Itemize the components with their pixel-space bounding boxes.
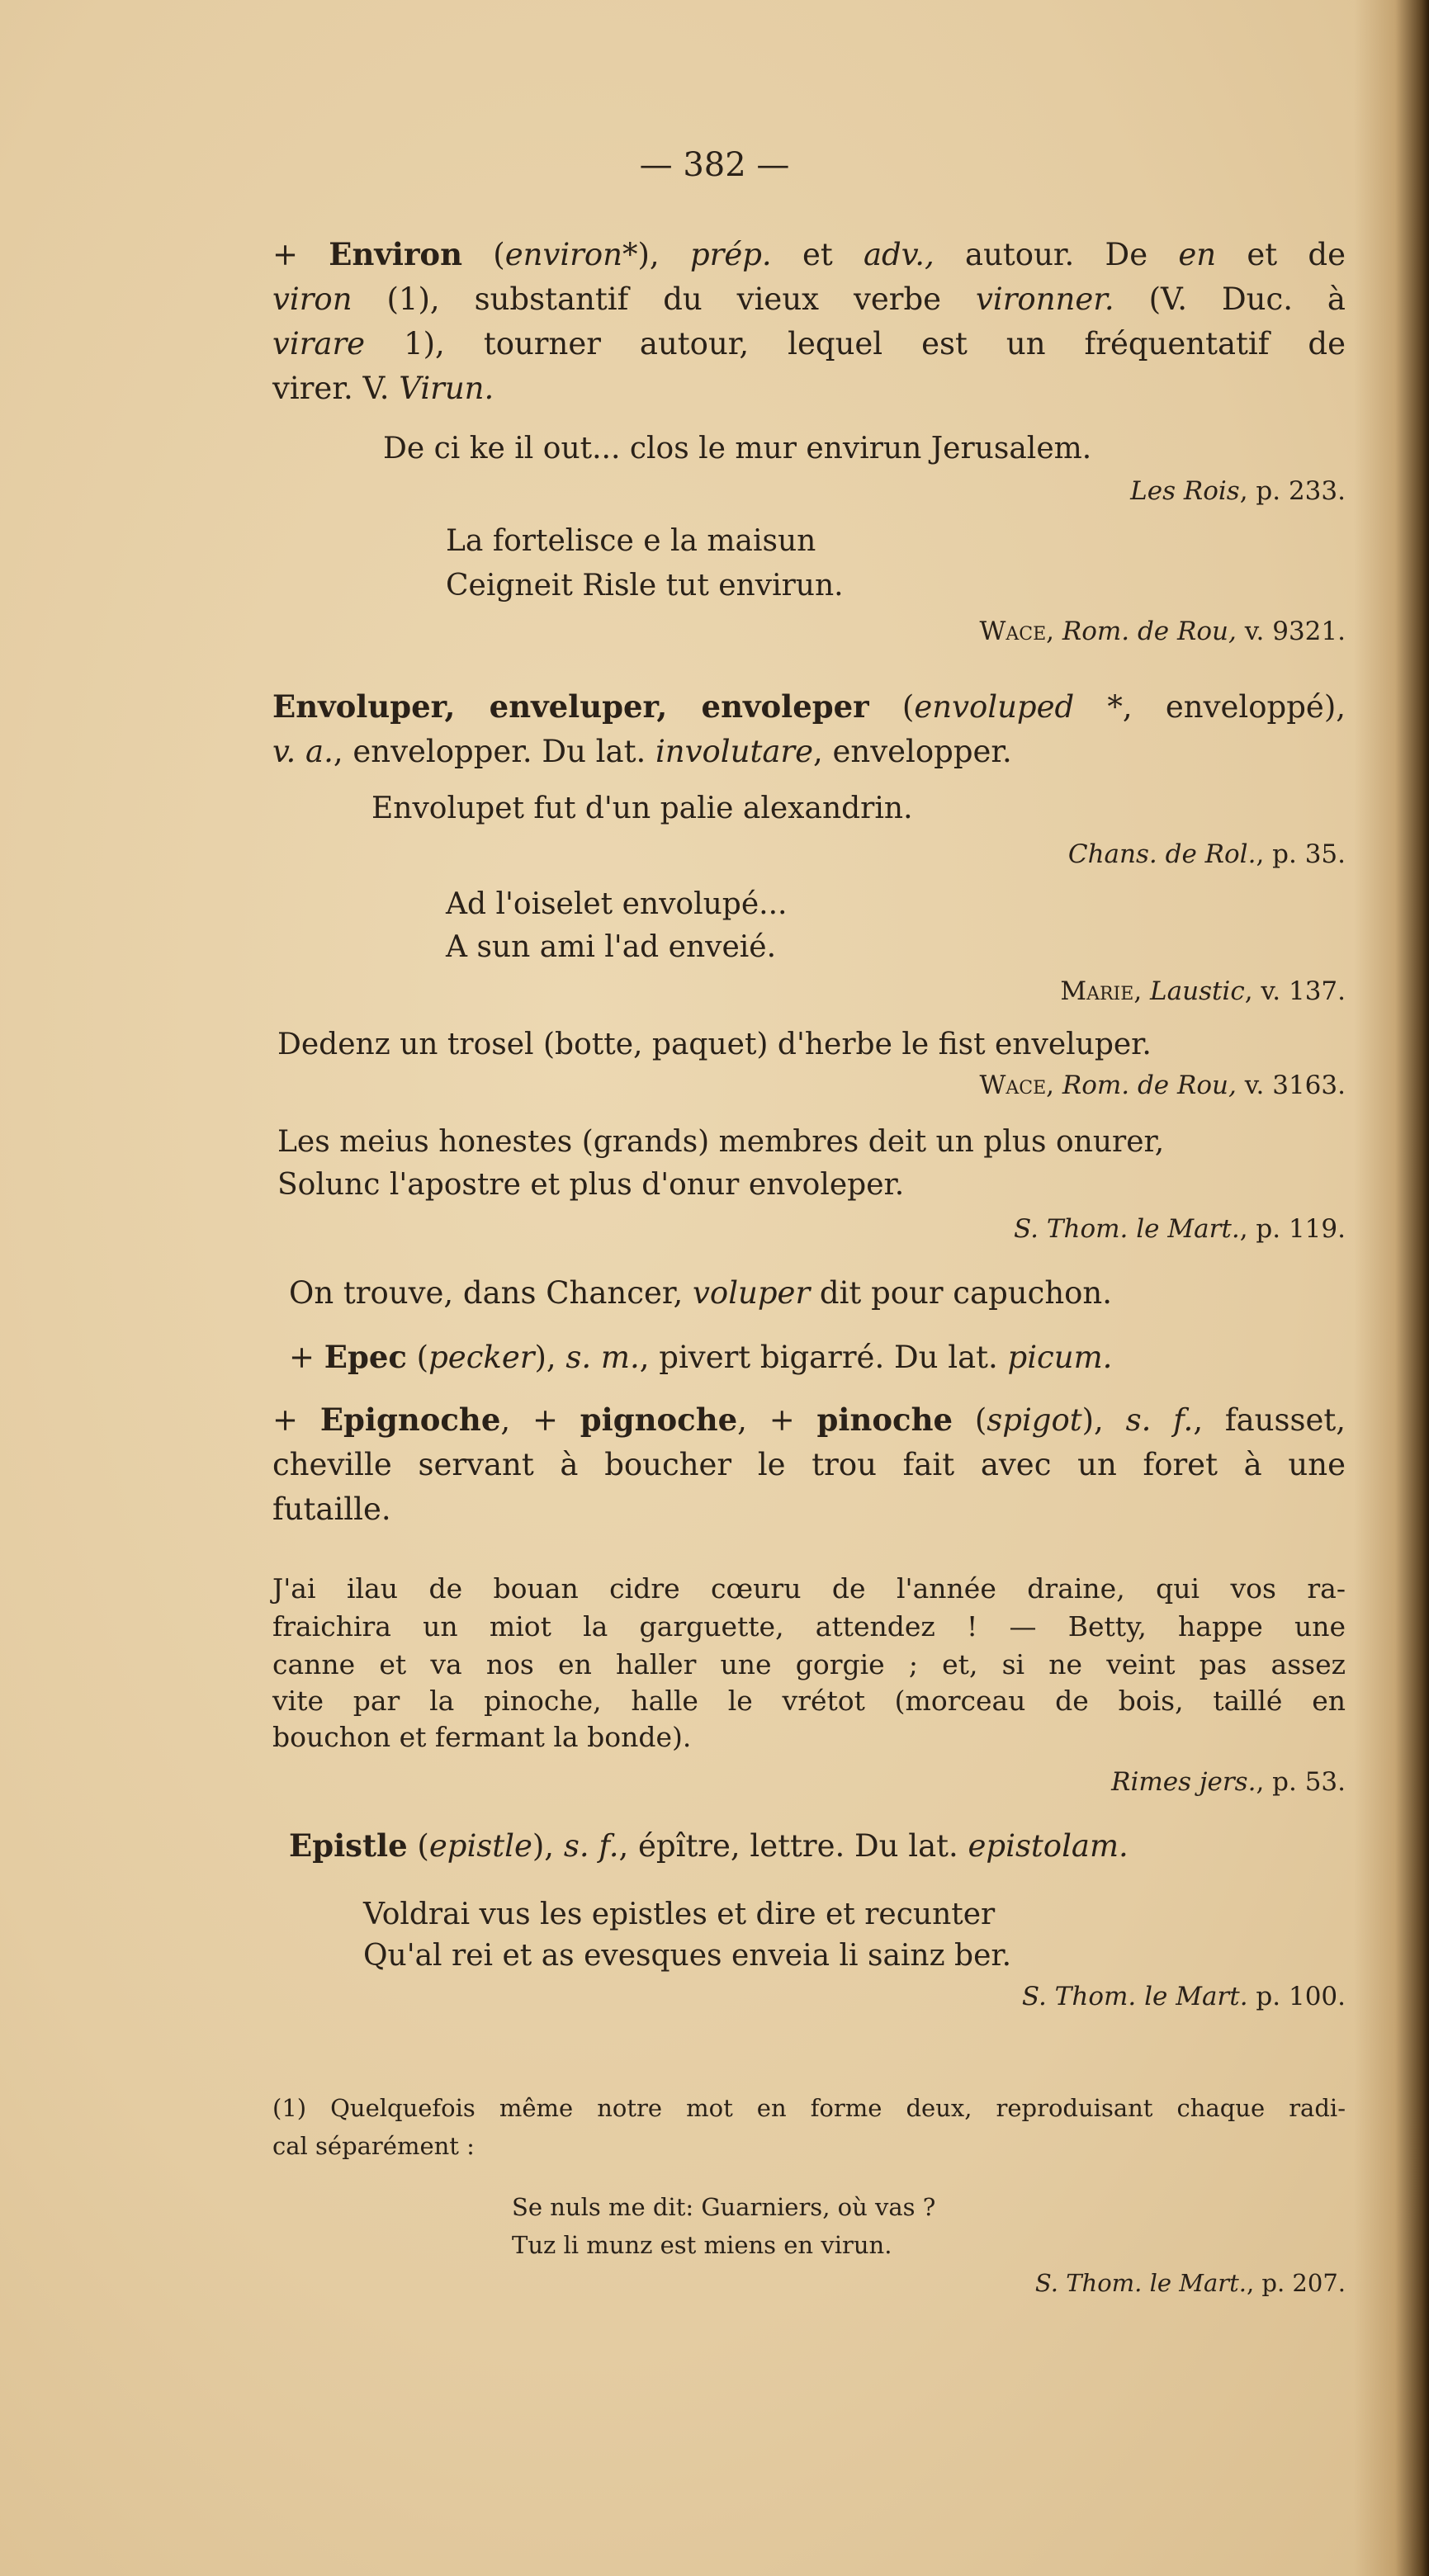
quote-line	[446, 524, 1271, 558]
text: ,	[1133, 976, 1151, 1006]
text: Les meius honestes (grands) membres deit un plus onurer,	[277, 1125, 1165, 1159]
entry-epignoche-line	[272, 1491, 1346, 1527]
text: et	[771, 237, 864, 272]
italic-text: involutare	[655, 734, 813, 769]
quote-line	[277, 1127, 1351, 1157]
text: ),	[1081, 1402, 1126, 1438]
italic-text: v. a.	[272, 734, 334, 769]
italic-text: Virun.	[399, 371, 494, 406]
citation-line	[272, 1767, 1346, 1797]
italic-text: adv.,	[863, 237, 935, 272]
headword: Epistle	[289, 1827, 408, 1864]
text: , p. 207.	[1246, 2269, 1346, 2297]
quote-line	[446, 571, 1271, 601]
text: dit pour capuchon.	[810, 1275, 1113, 1311]
text: (	[868, 689, 915, 725]
italic-text: picum.	[1007, 1340, 1113, 1375]
entry-epistle-line	[289, 1827, 1362, 1864]
text: (	[406, 1340, 429, 1375]
italic-text: s. m.	[565, 1340, 640, 1375]
italic-text: viron	[272, 281, 353, 317]
text: Envolupet fut d'un palie alexandrin.	[371, 792, 913, 825]
text: (	[462, 237, 505, 272]
text: , envelopper. Du lat.	[333, 734, 655, 769]
quote-line	[277, 1030, 1351, 1060]
footnote-citation-line	[272, 2271, 1346, 2295]
text: autour. De	[934, 237, 1179, 272]
text: +	[272, 1402, 320, 1438]
quote-line	[363, 1941, 1271, 1971]
text: ),	[637, 237, 690, 272]
entry-epec-line	[289, 1339, 1362, 1375]
text: canne et va nos en haller une gorgie ; et, si ne veint pas assez	[272, 1648, 1346, 1680]
entry-environ-line	[272, 373, 1346, 404]
footnote-line	[272, 2134, 1346, 2158]
text: Tuz li munz est miens en virun.	[512, 2231, 892, 2259]
citation-line	[272, 976, 1346, 1006]
text: , p. 233.	[1239, 476, 1346, 506]
italic-text: Rom. de Rou,	[1062, 1071, 1237, 1100]
text: (V. Duc. à	[1114, 281, 1346, 317]
text: A sun ami l'ad enveié.	[446, 930, 777, 964]
italic-text: Laustic	[1150, 976, 1245, 1006]
headword: pinoche	[816, 1401, 953, 1438]
footnote-quote-line	[512, 2233, 1255, 2257]
text: ,	[1046, 1071, 1062, 1100]
text: , fausset,	[1193, 1402, 1346, 1438]
text: , p. 53.	[1256, 1767, 1346, 1797]
text: On trouve, dans Chancer,	[289, 1275, 693, 1311]
text: (	[407, 1828, 429, 1864]
italic-text: voluper	[693, 1275, 811, 1311]
text: Dedenz un trosel (botte, paquet) d'herbe le fist enveluper.	[277, 1028, 1152, 1061]
text: , pivert bigarré. Du lat.	[639, 1340, 1008, 1375]
citation-line	[272, 619, 1346, 645]
italic-text: Chans. de Rol.	[1067, 839, 1256, 869]
quote-line	[383, 434, 1374, 464]
text: vite par la pinoche, halle le vrétot (morceau de bois, taillé en	[272, 1685, 1346, 1717]
text: cal séparément :	[272, 2132, 475, 2160]
text: (1) Quelquefois même notre mot en forme deux, reproduisant chaque radi-	[272, 2094, 1346, 2122]
text: Voldrai vus les epistles et dire et recunter	[363, 1898, 996, 1931]
entry-envoluper-line	[272, 688, 1346, 725]
text: ),	[534, 1340, 566, 1375]
text: , p. 35.	[1256, 839, 1346, 869]
citation-line	[272, 1073, 1346, 1099]
text: et de	[1216, 237, 1346, 272]
entry-envoluper-line	[272, 736, 1346, 767]
quote-line	[272, 1572, 1346, 1605]
italic-text: prép.	[689, 237, 772, 272]
text: (1), substantif du vieux verbe	[352, 281, 976, 317]
text: p. 100.	[1247, 1982, 1346, 2011]
text: , +	[737, 1402, 817, 1438]
text: , envelopper.	[813, 734, 1012, 769]
text: v. 3163.	[1236, 1071, 1346, 1100]
text: virer. V.	[272, 371, 400, 406]
text: Ceigneit Risle tut envirun.	[446, 569, 844, 603]
italic-text: epistle	[428, 1828, 532, 1864]
text: J'ai ilau de bouan cidre cœuru de l'année draine, qui vos ra-	[272, 1572, 1346, 1605]
text: La fortelisce e la maisun	[446, 524, 816, 558]
quote-line	[272, 1610, 1346, 1642]
italic-text: spigot	[987, 1402, 1082, 1438]
italic-text: pecker	[428, 1340, 535, 1375]
quote-line	[363, 1900, 1271, 1930]
text: ),	[532, 1828, 564, 1864]
text: *, enveloppé),	[1074, 689, 1346, 725]
text: fraichira un miot la garguette, attendez ! — Betty, happe une	[272, 1610, 1346, 1642]
text: Ad l'oiselet envolupé...	[446, 887, 788, 921]
italic-text: en	[1178, 237, 1217, 272]
footnote-line	[272, 2096, 1346, 2120]
entry-environ-line	[272, 326, 1346, 362]
text: +	[272, 237, 329, 272]
text: , v. 137.	[1244, 976, 1346, 1006]
entry-environ-line	[272, 236, 1346, 272]
entry-environ-line	[272, 281, 1346, 317]
quote-line	[272, 1723, 1346, 1751]
text: Se nuls me dit: Guarniers, où vas ?	[512, 2193, 936, 2221]
italic-text: S. Thom. le Mart.	[1013, 1214, 1240, 1244]
italic-text: s. f.	[563, 1828, 619, 1864]
text: bouchon et fermant la bonde).	[272, 1721, 692, 1753]
citation-line	[272, 1984, 1346, 2010]
text: v. 9321.	[1236, 617, 1346, 646]
text: , +	[500, 1402, 580, 1438]
italic-text: S. Thom. le Mart.	[1034, 2269, 1247, 2297]
text: 1), tourner autour, lequel est un fréquentatif de	[365, 326, 1346, 362]
headword: Envoluper, enveluper, envoleper	[272, 688, 869, 725]
quote-line	[277, 1170, 1351, 1200]
text: De ci ke il out... clos le mur envirun Jerusalem.	[383, 432, 1092, 466]
headword: Epignoche	[319, 1401, 501, 1438]
text: Qu'al rei et as evesques enveia li sainz ber.	[363, 1939, 1012, 1973]
citation-line	[272, 1214, 1346, 1244]
quote-line	[272, 1685, 1346, 1717]
italic-text: S. Thom. le Mart.	[1021, 1982, 1248, 2011]
text: , p. 119.	[1239, 1214, 1346, 1244]
citation-line	[272, 839, 1346, 869]
quote-line	[272, 1648, 1346, 1680]
author-name: Wace	[979, 1071, 1047, 1100]
quote-line	[446, 887, 1271, 921]
quote-line	[446, 930, 1271, 964]
citation-line	[272, 476, 1346, 506]
italic-text: envoluped	[914, 689, 1075, 725]
note-voluper-line	[289, 1275, 1362, 1311]
headword: Epec	[324, 1339, 407, 1375]
text: cheville servant à boucher le trou fait avec un foret à une	[272, 1447, 1346, 1482]
headword: Environ	[329, 236, 463, 272]
entry-epignoche-line	[272, 1449, 1346, 1480]
text: ,	[1046, 617, 1062, 646]
italic-text: epistolam.	[968, 1828, 1129, 1864]
entry-epignoche-line	[272, 1401, 1346, 1438]
headword: pignoche	[580, 1401, 738, 1438]
italic-text: vironner.	[976, 281, 1114, 317]
page-number: — 382 —	[639, 146, 790, 184]
quote-line	[371, 794, 1280, 824]
footnote-quote-line	[512, 2193, 1255, 2221]
text: (	[953, 1402, 987, 1438]
author-name: Marie	[1060, 976, 1134, 1006]
text: futaille.	[272, 1491, 391, 1527]
italic-text: Les Rois	[1130, 476, 1240, 506]
author-name: Wace	[979, 617, 1047, 646]
italic-text: s. f.	[1125, 1402, 1194, 1438]
text: +	[289, 1340, 324, 1375]
text: Solunc l'apostre et plus d'onur envoleper.	[277, 1168, 905, 1202]
italic-text: virare	[272, 326, 366, 362]
text: , épître, lettre. Du lat.	[618, 1828, 968, 1864]
italic-text: environ*	[504, 237, 638, 272]
italic-text: Rimes jers.	[1111, 1767, 1256, 1797]
italic-text: Rom. de Rou,	[1062, 617, 1237, 646]
